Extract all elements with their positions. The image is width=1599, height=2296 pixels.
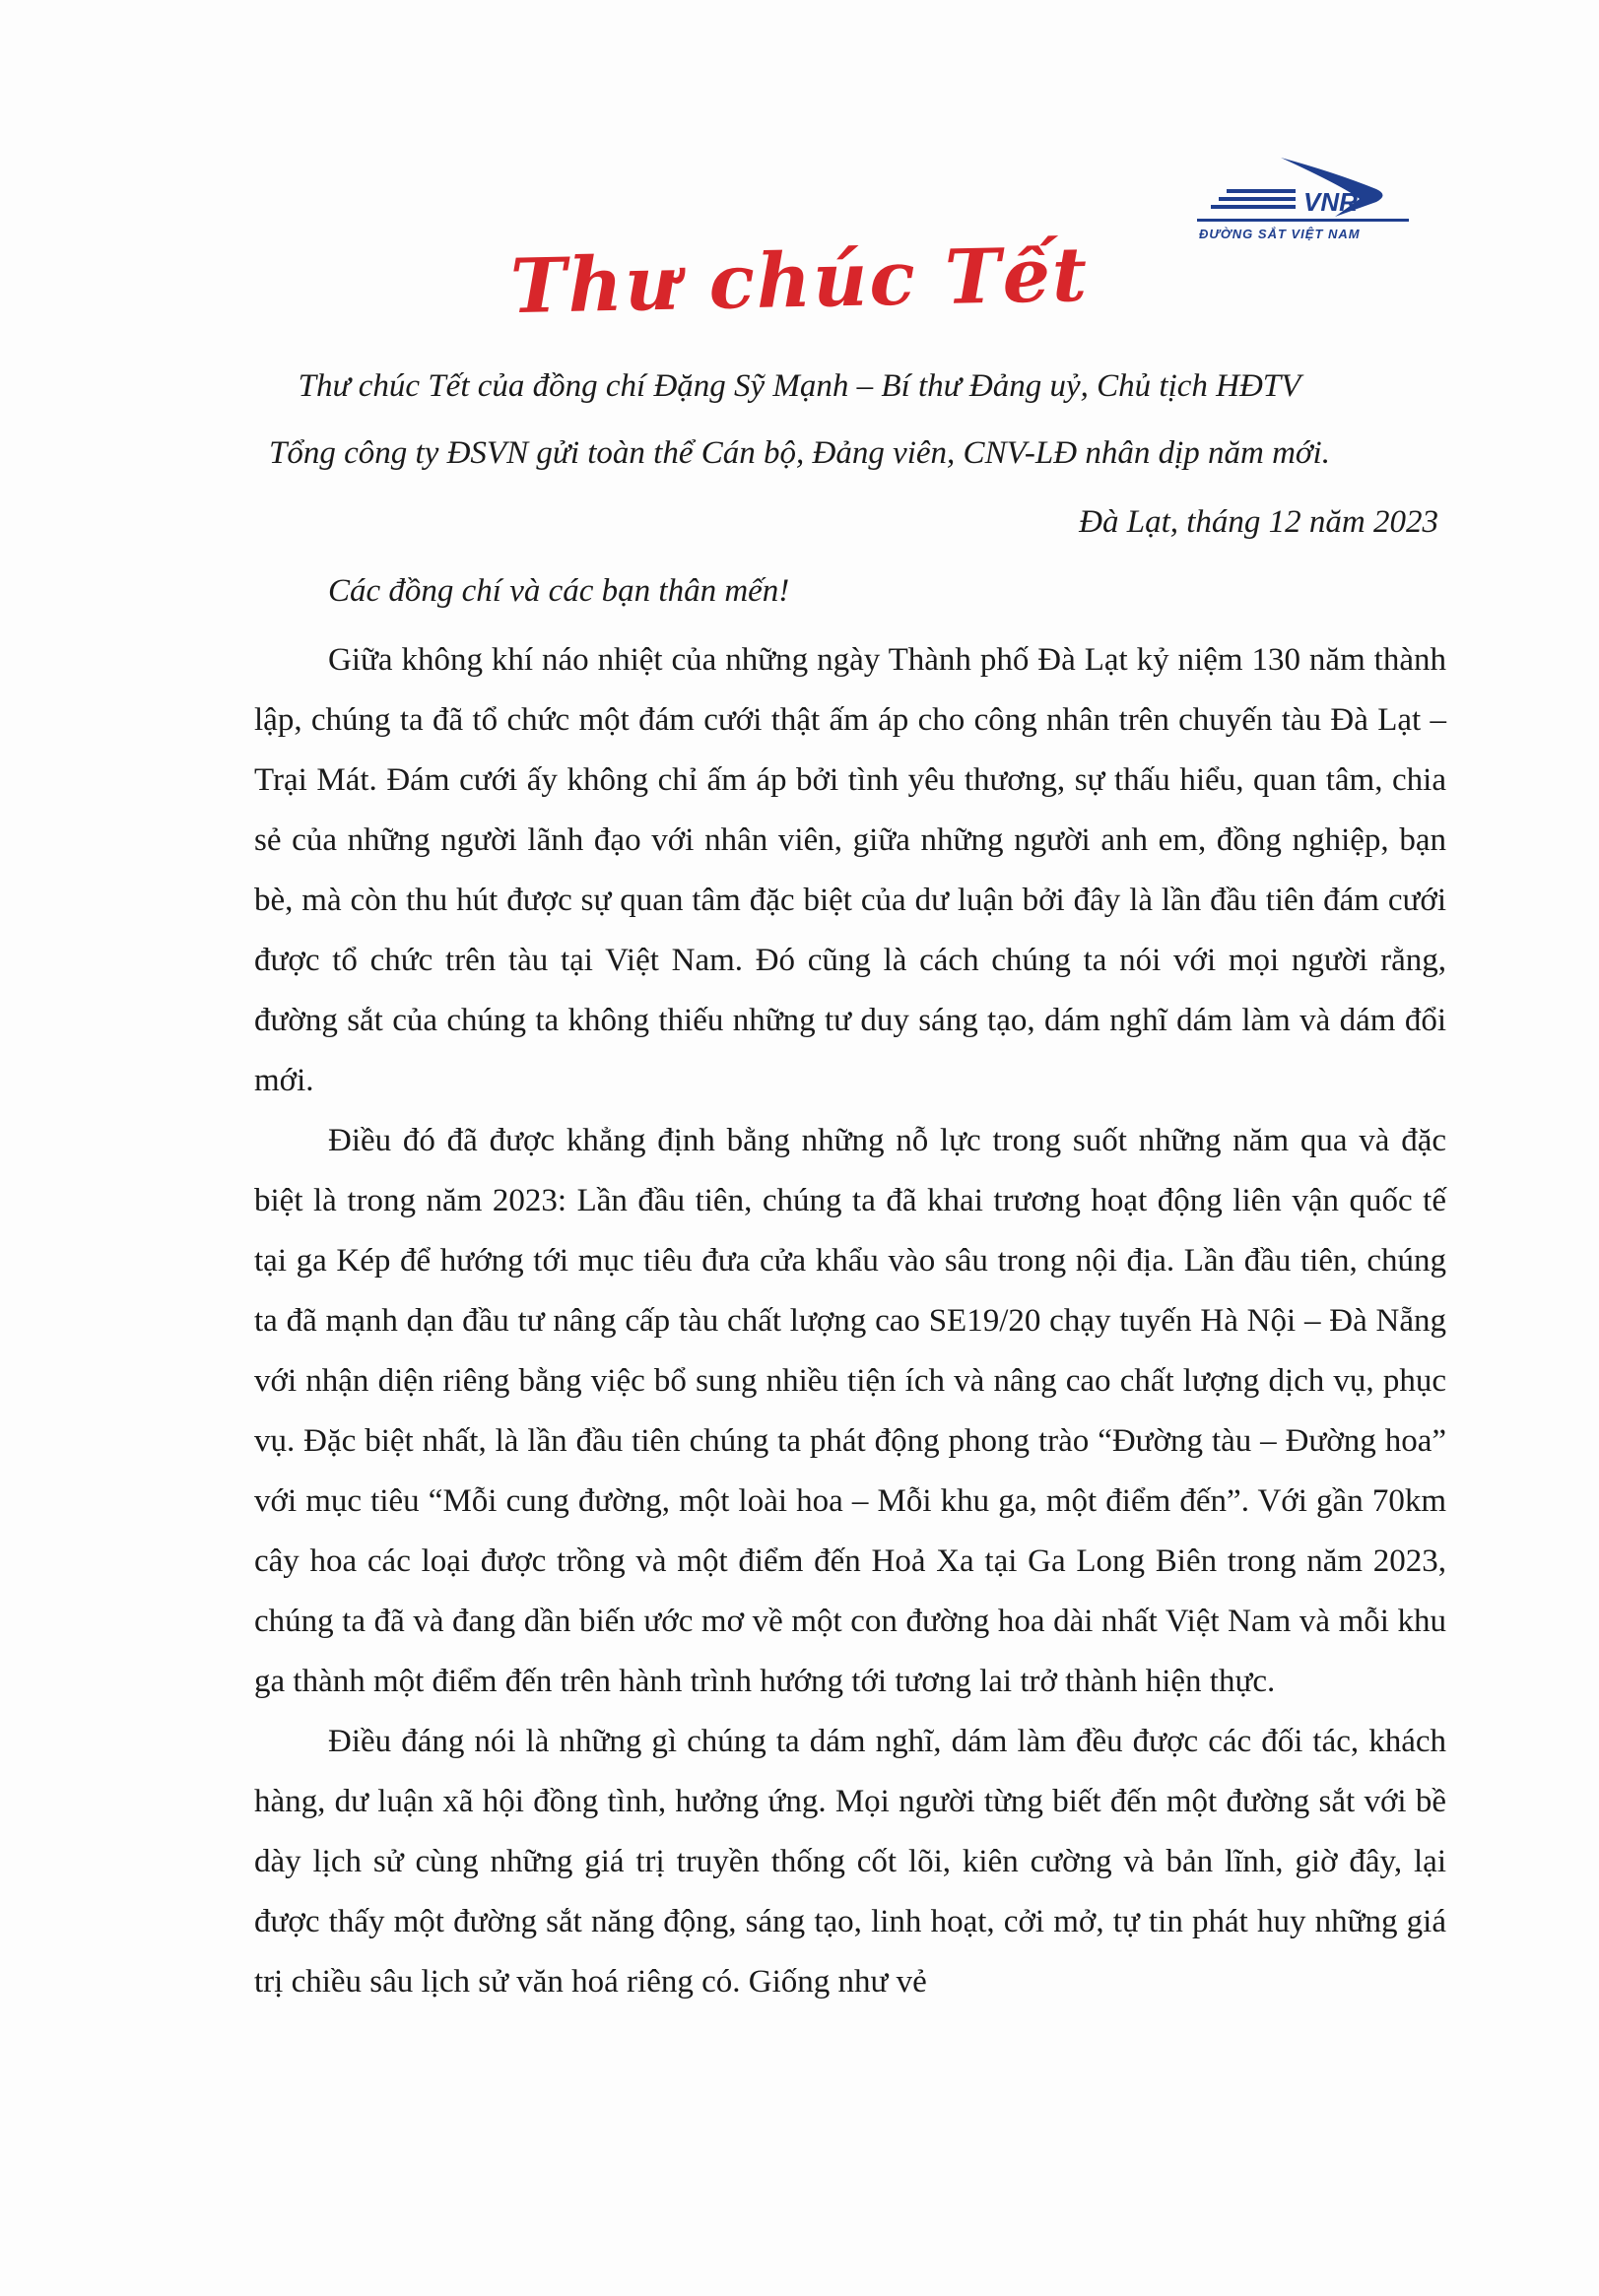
subtitle-line-1: Thư chúc Tết của đồng chí Đặng Sỹ Mạnh – Bí thư Đảng uỷ, Chủ tịch HĐTV (298, 368, 1301, 404)
paragraph-2: Điều đó đã được khẳng định bằng những nỗ lực trong suốt những năm qua và đặc biệt là trong năm 2023: Lần đầu tiên, chúng ta đã khai trương hoạt động liên vận quốc tế tại ga Kép để hướng tới mục tiêu đưa cửa khẩu vào sâu trong nội địa. Lần đầu tiên, chúng ta đã mạnh dạn đầu tư nâng cấp tàu chất lượng cao SE19/20 chạy tuyến Hà Nội – Đà Nẵng với nhận diện riêng bằng việc bổ sung nhiều tiện ích và nâng cao chất lượng dịch vụ, phục vụ. Đặc biệt nhất, là lần đầu tiên chúng ta phát động phong trào “Đường tàu – Đường hoa” với mục tiêu “Mỗi cung đường, một loài hoa – Mỗi khu ga, một điểm đến”. Với gần 70km cây hoa các loại được trồng và một điểm đến Hoả Xa tại Ga Long Biên trong năm 2023, chúng ta đã và đang dần biến ước mơ về một con đường hoa dài nhất Việt Nam và mỗi khu ga thành một điểm đến trên hành trình hướng tới tương lai trở thành hiện thực. (254, 1123, 1446, 1699)
subtitle-line-2: Tổng công ty ĐSVN gửi toàn thể Cán bộ, Đảng viên, CNV-LĐ nhân dịp năm mới. (269, 435, 1330, 471)
svg-text:ĐƯỜNG SẮT VIỆT NAM: ĐƯỜNG SẮT VIỆT NAM (1199, 227, 1361, 241)
paragraph-3: Điều đáng nói là những gì chúng ta dám nghĩ, dám làm đều được các đối tác, khách hàng, dư luận xã hội đồng tình, hưởng ứng. Mọi người từng biết đến một đường sắt với bề dày lịch sử cùng những giá trị truyền thống cốt lõi, kiên cường và bản lĩnh, giờ đây, lại được thấy một đường sắt năng động, sáng tạo, linh hoạt, cởi mở, tự tin phát huy những giá trị chiều sâu lịch sử văn hoá riêng có. Giống như vẻ (254, 1724, 1446, 2000)
paragraph-1: Giữa không khí náo nhiệt của những ngày Thành phố Đà Lạt kỷ niệm 130 năm thành lập, chúng ta đã tổ chức một đám cưới thật ấm áp cho công nhân trên chuyến tàu Đà Lạt – Trại Mát. Đám cưới ấy không chỉ ấm áp bởi tình yêu thương, sự thấu hiểu, quan tâm, chia sẻ của những người lãnh đạo với nhân viên, giữa những người anh em, đồng nghiệp, bạn bè, mà còn thu hút được sự quan tâm đặc biệt của dư luận bởi đây là lần đầu tiên đám cưới được tổ chức trên tàu tại Việt Nam. Đó cũng là cách chúng ta nói với mọi người rằng, đường sắt của chúng ta không thiếu những tư duy sáng tạo, dám nghĩ dám làm và dám đổi mới. (254, 642, 1446, 1098)
salutation: Các đồng chí và các bạn thân mến! (328, 573, 790, 609)
dateline: Đà Lạt, tháng 12 năm 2023 (1079, 504, 1438, 540)
letter-body (254, 630, 1446, 2012)
letter-title: Thư chúc Tết (509, 230, 1090, 331)
svg-text:VNR: VNR (1303, 187, 1358, 217)
